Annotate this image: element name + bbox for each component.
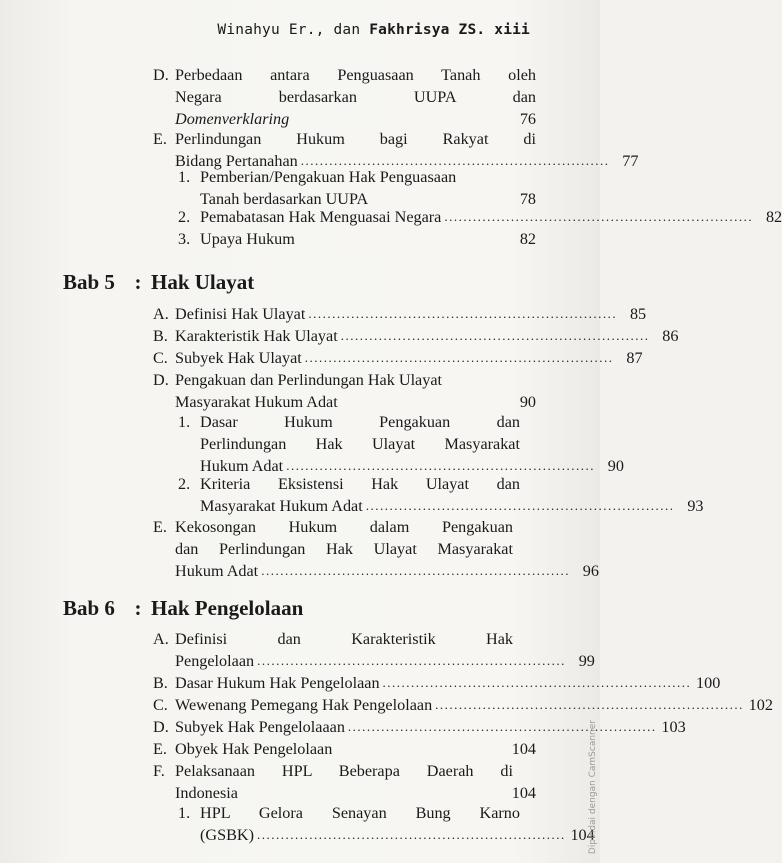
toc-entry-e3 — [178, 228, 536, 250]
toc-page-number: 85 — [629, 305, 647, 323]
toc-page-number: 102 — [748, 696, 773, 714]
toc-letter: C. — [153, 349, 168, 367]
toc-page-number: 104 — [570, 826, 595, 844]
toc-line: Hukum Adat — [175, 562, 259, 580]
toc-entry-bab6-f — [153, 760, 536, 804]
toc-letter: F. — [153, 762, 165, 780]
toc-entry-e1 — [178, 166, 536, 210]
toc-line: Bidang Pertanahan — [175, 152, 298, 170]
toc-entry-bab5-d — [153, 369, 536, 413]
toc-line: (GSBK) — [200, 826, 254, 844]
scanner-watermark: Dipindai dengan CamScanner — [588, 720, 598, 855]
toc-line: Tanah berdasarkan UUPA — [200, 190, 369, 208]
toc-line: dan Perlindungan Hak Ulayat Masyarakat — [175, 540, 513, 558]
toc-number: 1. — [178, 804, 191, 822]
toc-entry-bab5-d1: 1. Dasar Hukum Pengakuan dan Perlindungan Hak Ulayat Masyarakat Hukum Adat ................................................................. 90 — [178, 413, 624, 475]
toc-page-number: 103 — [661, 718, 686, 736]
running-head — [200, 22, 530, 38]
toc-page-number: 99 — [578, 652, 595, 670]
toc-line: Wewenang Pemegang Hak Pengelolaan — [175, 696, 433, 714]
toc-entry-e2: 2. Pemabatasan Hak Menguasai Negara ................................................................. 82 — [178, 208, 782, 226]
toc-line: Definisi Hak Ulayat — [175, 305, 306, 323]
toc-page-number: 76 — [519, 110, 536, 128]
toc-page-number: 90 — [607, 457, 624, 475]
chapter-label: Bab 5 — [63, 270, 115, 294]
running-head-authors-bold: Fakhrisya ZS. — [369, 22, 486, 38]
toc-entry-bab6-e — [153, 738, 536, 760]
toc-line: Obyek Hak Pengelolaan — [175, 740, 333, 758]
toc-entry-bab6-b: B. Dasar Hukum Hak Pengelolaan ................................................................. 100 — [153, 674, 721, 692]
toc-entry-bab5-c: C. Subyek Hak Ulayat ................................................................. 87 — [153, 349, 643, 367]
toc-letter: D. — [153, 66, 169, 84]
toc-line: Definisi dan Karakteristik Hak — [175, 630, 513, 648]
chapter-heading-bab6 — [63, 596, 303, 621]
toc-entry-d — [153, 64, 536, 130]
toc-line: Masyarakat Hukum Adat — [175, 393, 338, 411]
toc-letter: B. — [153, 674, 168, 692]
toc-page-number: 100 — [696, 674, 721, 692]
toc-page-number: 86 — [662, 327, 679, 345]
toc-line: Subyek Hak Pengelolaaan — [175, 718, 345, 736]
toc-page-number: 90 — [519, 393, 536, 411]
toc-number: 1. — [178, 168, 191, 186]
chapter-colon: : — [134, 596, 142, 620]
toc-page-number: 82 — [765, 208, 782, 226]
toc-number: 3. — [178, 230, 191, 248]
toc-letter: E. — [153, 518, 167, 536]
toc-entry-bab5-b: B. Karakteristik Hak Ulayat ................................................................. 86 — [153, 327, 679, 345]
toc-entry-bab5-d2: 2. Kriteria Eksistensi Hak Ulayat dan Masyarakat Hukum Adat ................................................................. 93 — [178, 475, 704, 515]
toc-line: Kriteria Eksistensi Hak Ulayat dan — [200, 475, 520, 493]
toc-page-number: 96 — [582, 562, 599, 580]
toc-letter: B. — [153, 327, 168, 345]
toc-entry-e: E. Perlindungan Hukum bagi Rakyat di Bidang Pertanahan ................................................................. 77 — [153, 130, 639, 170]
toc-line: Indonesia — [175, 784, 238, 802]
toc-line: Masyarakat Hukum Adat — [200, 497, 363, 515]
toc-entry-bab6-a: A. Definisi dan Karakteristik Hak Pengelolaan ................................................................. 99 — [153, 630, 595, 670]
chapter-label: Bab 6 — [63, 596, 115, 620]
toc-page-number: 77 — [622, 152, 639, 170]
toc-page-number: 78 — [519, 190, 536, 208]
toc-number: 2. — [178, 475, 191, 493]
toc-number: 1. — [178, 413, 191, 431]
toc-letter: E. — [153, 130, 167, 148]
toc-letter: D. — [153, 371, 169, 389]
toc-page-number: 104 — [511, 740, 536, 758]
toc-line: Karakteristik Hak Ulayat — [175, 327, 338, 345]
chapter-title: Hak Ulayat — [151, 270, 255, 294]
toc-line: Pengelolaan — [175, 652, 255, 670]
toc-line: Perlindungan Hak Ulayat Masyarakat — [200, 435, 520, 453]
toc-line: HPL Gelora Senayan Bung Karno — [200, 804, 520, 822]
toc-entry-bab6-c: C. Wewenang Pemegang Hak Pengelolaan ................................................................. 102 — [153, 696, 773, 714]
toc-entry-bab6-f1: 1. HPL Gelora Senayan Bung Karno (GSBK) ................................................................. 104 — [178, 804, 595, 844]
toc-letter: A. — [153, 305, 169, 323]
running-head-authors: Winahyu Er., dan — [217, 22, 361, 38]
toc-letter: C. — [153, 696, 168, 714]
toc-page-number: 87 — [626, 349, 643, 367]
chapter-heading-bab5 — [63, 270, 254, 295]
toc-number: 2. — [178, 208, 191, 226]
toc-line: Upaya Hukum — [200, 230, 295, 248]
chapter-colon: : — [134, 270, 142, 294]
running-head-page-number: xiii — [494, 22, 530, 38]
toc-line: Hukum Adat — [200, 457, 284, 475]
toc-line: Pemberian/Pengakuan Hak Penguasaan — [200, 168, 457, 186]
toc-line: Pelaksanaan HPL Beberapa Daerah di — [175, 762, 513, 780]
toc-entry-bab5-a: A. Definisi Hak Ulayat ................................................................. 85 — [153, 305, 647, 323]
toc-line: Subyek Hak Ulayat — [175, 349, 302, 367]
toc-line: Pengakuan dan Perlindungan Hak Ulayat — [175, 371, 443, 389]
toc-entry-bab5-e: E. Kekosongan Hukum dalam Pengakuan dan Perlindungan Hak Ulayat Masyarakat Hukum Adat ................................................................. 96 — [153, 518, 599, 580]
toc-line: Dasar Hukum Pengakuan dan — [200, 413, 520, 431]
toc-line: Pemabatasan Hak Menguasai Negara — [200, 208, 442, 226]
toc-page-number: 93 — [687, 497, 704, 515]
toc-line: Kekosongan Hukum dalam Pengakuan — [175, 518, 513, 536]
toc-line: Domenverklaring — [175, 110, 290, 128]
toc-line: Dasar Hukum Hak Pengelolaan — [175, 674, 380, 692]
toc-letter: E. — [153, 740, 167, 758]
toc-line: Perlindungan Hukum bagi Rakyat di — [175, 130, 536, 148]
toc-page-number: 82 — [519, 230, 536, 248]
toc-letter: D. — [153, 718, 169, 736]
toc-entry-bab6-d: D. Subyek Hak Pengelolaaan ................................................................. 103 — [153, 718, 686, 736]
chapter-title: Hak Pengelolaan — [151, 596, 304, 620]
toc-line: Negara berdasarkan UUPA dan — [175, 88, 536, 106]
toc-line: Perbedaan antara Penguasaan Tanah oleh — [175, 66, 536, 84]
toc-letter: A. — [153, 630, 169, 648]
toc-page-number: 104 — [511, 784, 536, 802]
